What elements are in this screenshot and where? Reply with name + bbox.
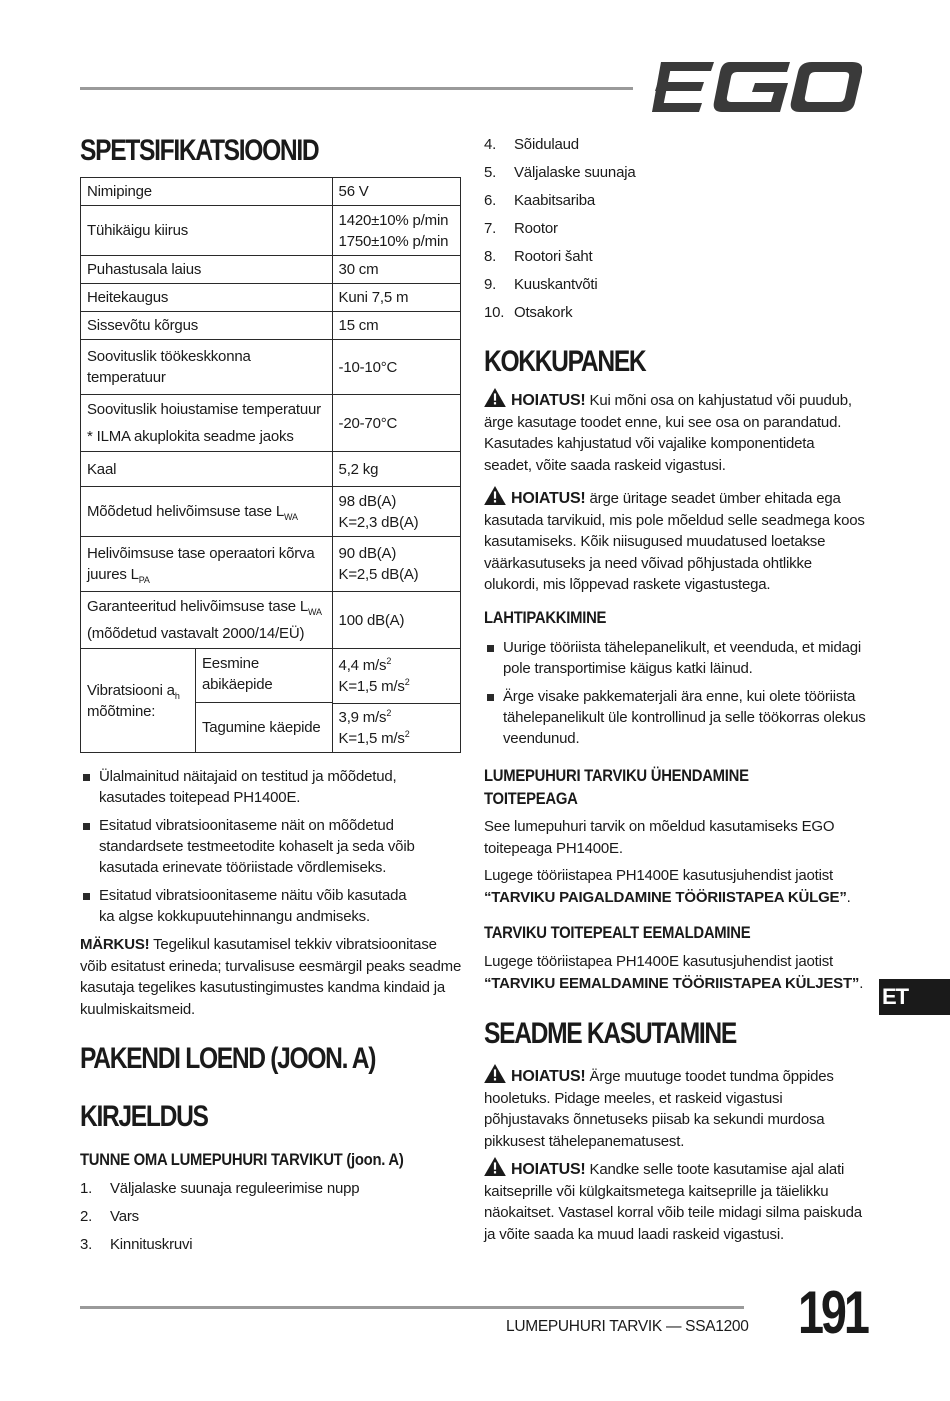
assembly-warning-1: HOIATUS! Kui mõni osa on kahjustatud või puudub, ärge kasutage toodet enne, kui see osa on parandatud. Kasutades kahjustatud või vajalike komponentideta seadet, võite saada raskeid vigastusi. [484, 388, 866, 476]
list-item: Esitatud vibratsioonitaseme näitu võib kasutada ka algse kokkupuutehinnangu andmiseks. [80, 885, 420, 927]
list-item: 8. Rootori šaht [484, 248, 593, 265]
warning-icon [484, 486, 506, 505]
list-item: Esitatud vibratsioonitaseme näit on mõõdetud standardsete testmeetodite kohaselt ja seda võib kasutada erinevate tööriistade võrdlemiseks. [80, 815, 420, 878]
list-item: 10. Otsakork [484, 304, 573, 321]
spec-label: Soovituslik hoiustamise temperatuur * ILMA akuplokita seadme jaoks [81, 395, 333, 452]
spec-value: 56 V [332, 178, 460, 206]
list-item: 2. Vars [80, 1208, 139, 1225]
spec-label: Heitekaugus [81, 284, 333, 312]
notes-list [80, 766, 420, 934]
warning-icon [484, 1064, 506, 1083]
spec-value: 100 dB(A) [332, 592, 460, 649]
description-subtitle: TUNNE OMA LUMEPUHURI TARVIKUT (joon. A) [80, 1151, 404, 1169]
spec-value: 4,4 $m/s^2$ K=1,5 $m/s^2$ [332, 649, 460, 704]
unpacking-list [484, 637, 866, 756]
spec-value: 3,9 $m/s^2$ K=1,5 $m/s^2$ [332, 703, 460, 752]
spec-label: Puhastusala laius [81, 256, 333, 284]
connect-title: LUMEPUHURI TARVIKU ÜHENDAMINE TOITEPEAGA [484, 767, 749, 808]
vibration-rear-label: Tagumine käepide [202, 719, 321, 736]
warning-icon [484, 1157, 506, 1176]
table-row [81, 178, 461, 206]
spec-value: 5,2 kg [332, 452, 460, 487]
table-row [81, 452, 461, 487]
spec-value: 90 dB(A) K=2,5 dB(A) [332, 537, 460, 592]
connect-paragraph-2: Lugege tööriistapea PH1400E kasutusjuhendist jaotist “TARVIKU PAIGALDAMINE TÖÖRIISTAPEA KÜLGE”. [484, 867, 851, 906]
assembly-warning-2: HOIATUS! ärge üritage seadet ümber ehitada ega kasutada tarvikuid, mis pole mõeldud selle seadmega koos kasutamiseks. Kõik niisugused muudatused loetakse väärkasutuseks ja need võivad põhjustada ohtlikke olukordi, mis lõppevad raskete vigastustega. [484, 486, 866, 596]
spec-label: Nimipinge [81, 178, 333, 206]
table-row [81, 206, 461, 256]
spec-value: 1420±10% p/min 1750±10% p/min [332, 206, 460, 256]
spec-label: Sissevõtu kõrgus [81, 312, 333, 340]
footer-text: LUMEPUHURI TARVIK — SSA1200 [506, 1318, 749, 1335]
header-rule [80, 87, 633, 90]
table-row [81, 487, 461, 537]
spec-value: 30 cm [332, 256, 460, 284]
spec-value: Kuni 7,5 m [332, 284, 460, 312]
description-title: KIRJELDUS [80, 1100, 208, 1133]
list-item: 5. Väljalaske suunaja [484, 164, 636, 181]
spec-label: Soovituslik töökeskkonna temperatuur [81, 340, 333, 395]
spec-value: -20-70°C [332, 395, 460, 452]
list-item: 4. Sõidulaud [484, 136, 579, 153]
table-row [81, 284, 461, 312]
spec-label: Mõõdetud helivõimsuse tase $L_{WA}$ [81, 487, 333, 537]
list-item: 1. Väljalaske suunaja reguleerimise nupp [80, 1180, 360, 1197]
table-row [81, 312, 461, 340]
parts-list-left [80, 1178, 359, 1262]
assembly-title: KOKKUPANEK [484, 345, 646, 378]
list-item: Ärge visake pakkematerjali ära enne, kui olete tööriista tähelepanelikult üle kontrollinud ja selle töökorras olekus veendunud. [484, 686, 866, 749]
operation-title: SEADME KASUTAMINE [484, 1017, 736, 1050]
page-number: 191 [798, 1279, 867, 1346]
operation-warning-1: HOIATUS! Ärge muutuge toodet tundma õppides hooletuks. Pidage meeles, et raskeid vigastusi põhjustavaks õnnetuseks piisab ka sekundi murdosa pikkusest tähelepanematusest. [484, 1064, 866, 1152]
list-item: Ülalmainitud näitajaid on testitud ja mõõdetud, kasutades toitepead PH1400E. [80, 766, 420, 808]
footer-rule [80, 1306, 744, 1309]
package-title: PAKENDI LOEND (JOON. A) [80, 1042, 376, 1075]
table-row [81, 395, 461, 452]
vibration-front-label: Eesmine abikäepide [196, 649, 332, 703]
unpacking-title: LAHTIPAKKIMINE [484, 609, 607, 627]
ego-logo [652, 62, 862, 112]
spec-label: Tühikäigu kiirus [81, 206, 333, 256]
list-item: 3. Kinnituskruvi [80, 1236, 193, 1253]
warning-icon [484, 388, 506, 407]
list-item: Uurige tööriista tähelepanelikult, et veenduda, et midagi pole transportimise käigus katki läinud. [484, 637, 866, 679]
spec-value: 98 dB(A) K=2,3 dB(A) [332, 487, 460, 537]
table-row [81, 256, 461, 284]
table-row [81, 340, 461, 395]
spec-label: Helivõimsuse tase operaatori kõrva juures $L_{PA}$ [81, 537, 333, 592]
table-row [81, 537, 461, 592]
remark-paragraph: MÄRKUS! Tegelikul kasutamisel tekkiv vibratsioonitase võib esitatust erineda; turvalisuse eesmärgil peaks seadme kasutaja tegelikes kasutustingimustes kandma kindaid ja kuulmiskaitsmeid. [80, 936, 462, 1018]
vibration-label: Vibratsiooni $a_h$ mõõtmine: [81, 649, 196, 752]
parts-list-right [484, 134, 635, 330]
spec-label: Garanteeritud helivõimsuse tase $L_{WA}$ (mõõdetud vastavalt 2000/14/EÜ) [81, 592, 333, 649]
table-row [81, 592, 461, 649]
operation-warning-2: HOIATUS! Kandke selle toote kasutamise ajal alati kaitseprille või külgkaitsmetega kaitseprille ja täielikku näokaitset. Vastasel korral võib teile midagi silma paiskuda ja võite saada ka muud laadi raskeid vigastusi. [484, 1157, 866, 1245]
spec-label: Kaal [81, 452, 333, 487]
table-row [81, 649, 461, 704]
list-item: 9. Kuuskantvõti [484, 276, 598, 293]
connect-paragraph-1: See lumepuhuri tarvik on mõeldud kasutamiseks EGO toitepeaga PH1400E. [484, 818, 835, 857]
list-item: 6. Kaabitsariba [484, 192, 595, 209]
language-tab: ET [879, 979, 950, 1015]
list-item: 7. Rootor [484, 220, 558, 237]
spec-title: SPETSIFIKATSIOONID [80, 134, 319, 167]
spec-table [80, 177, 461, 753]
remove-paragraph: Lugege tööriistapea PH1400E kasutusjuhendist jaotist “TARVIKU EEMALDAMINE TÖÖRIISTAPEA KÜLJEST”. [484, 953, 864, 992]
spec-value: -10-10°C [332, 340, 460, 395]
spec-value: 15 cm [332, 312, 460, 340]
spec-label [81, 649, 333, 753]
remove-title: TARVIKU TOITEPEALT EEMALDAMINE [484, 924, 751, 942]
